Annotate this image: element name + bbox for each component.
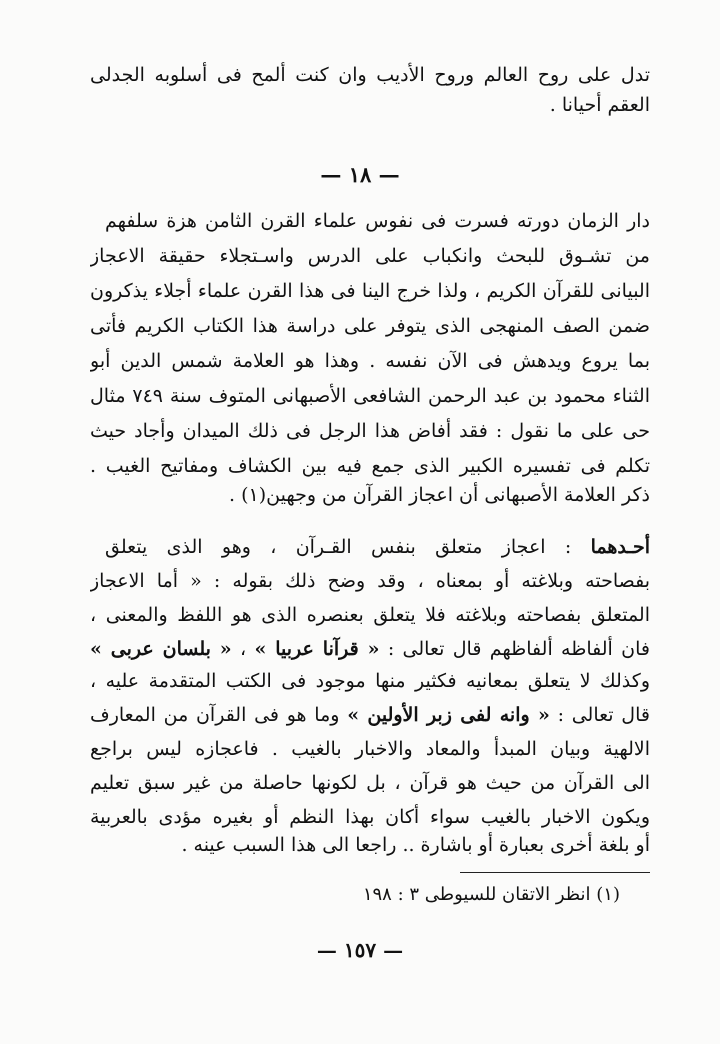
quote-separator: ، — [240, 638, 247, 660]
page-number: — ١٥٧ — — [316, 938, 404, 962]
paragraph-2-line-6-start: قال تعالى : — [557, 704, 650, 726]
footnote-divider — [460, 872, 650, 873]
paragraph-2-line-6-rest: وما هو فى القرآن من المعارف — [90, 704, 340, 726]
paragraph-2-line-1-text: : اعجاز متعلق بنفس القـرآن ، وهو الذى يتعلق — [105, 536, 572, 558]
paragraph-1-line-3: البيانى للقرآن الكريم ، ولذا خرج الينا فى هذا القرن علماء أجلاء يذكرون — [90, 280, 650, 302]
paragraph-2-line-6 — [90, 700, 650, 730]
footnote: (١) انظر الاتقان للسيوطى ٣ : ١٩٨ — [362, 884, 620, 905]
paragraph-2-line-1 — [105, 532, 650, 562]
paragraph-1-line-5: بما يروع ويدهش فى الآن نفسه . وهذا هو العلامة شمس الدين أبو — [90, 350, 650, 372]
paragraph-2-line-4-text: فان ألفاظه ألفاظهم قال تعالى : — [387, 638, 650, 660]
quran-quote-1: « قرآنا عربيا » — [254, 638, 380, 660]
paragraph-2-line-10: أو بلغة أخرى بعبارة أو باشارة .. راجعا الى هذا السبب عينه . — [181, 834, 650, 856]
quran-quote-3: « وانه لفى زبر الأولين » — [347, 704, 550, 726]
paragraph-2-lead: أحـدهما — [590, 536, 650, 558]
top-paragraph-line-2: العقم أحيانا . — [549, 94, 650, 116]
paragraph-1-line-7: حى على ما نقول : فقد أفاض هذا الرجل فى ذلك الميدان وأجاد حيث — [90, 420, 650, 442]
paragraph-1-line-8: تكلم فى تفسيره الكبير الذى جمع فيه بين الكشاف ومفاتيح الغيب . — [90, 455, 650, 477]
paragraph-2-line-9: ويكون الاخبار بالغيب سواء أكان بهذا النظم أو بغيره مؤدى بالعربية — [90, 806, 650, 828]
paragraph-1-line-9: ذكر العلامة الأصبهانى أن اعجاز القرآن من وجهين(١) . — [229, 484, 650, 506]
paragraph-2-line-5: وكذلك لا يتعلق بمعانيه فكثير منها موجود فى الكتب المتقدمة عليه ، — [90, 670, 650, 692]
paragraph-2-line-3: المتعلق بفصاحته وبلاغته فلا يتعلق بعنصره الذى هو اللفظ والمعنى ، — [90, 604, 650, 626]
paragraph-1-line-6: الثناء محمود بن عبد الرحمن الشافعى الأصبهانى المتوف سنة ٧٤٩ مثال — [90, 385, 650, 407]
paragraph-2-line-8: الى القرآن من حيث هو قرآن ، بل لكونها حاصلة من غير سبق تعليم — [90, 772, 650, 794]
paragraph-1-line-4: ضمن الصف المنهجى الذى يتوفر على دراسة هذا الكتاب الكريم فأتى — [90, 315, 650, 337]
paragraph-2-line-4 — [90, 634, 650, 664]
top-paragraph-line-1: تدل على روح العالم وروح الأديب وان كنت ألمح فى أسلوبه الجدلى — [90, 64, 650, 86]
paragraph-2-line-7: الالهية وبيان المبدأ والمعاد والاخبار بالغيب . فاعجازه ليس براجع — [90, 738, 650, 760]
quran-quote-2: « بلسان عربى » — [90, 638, 232, 660]
paragraph-1-line-2: من تشـوق للبحث وانكباب على الدرس واسـتجلاء حقيقة الاعجاز — [90, 245, 650, 267]
section-heading: — ١٨ — — [320, 162, 400, 187]
paragraph-2-line-2: بفصاحته وبلاغته أو بمعناه ، وقد وضح ذلك بقوله : « أما الاعجاز — [90, 570, 650, 592]
paragraph-1-line-1: دار الزمان دورته فسرت فى نفوس علماء القرن الثامن هزة سلفهم — [105, 210, 650, 232]
